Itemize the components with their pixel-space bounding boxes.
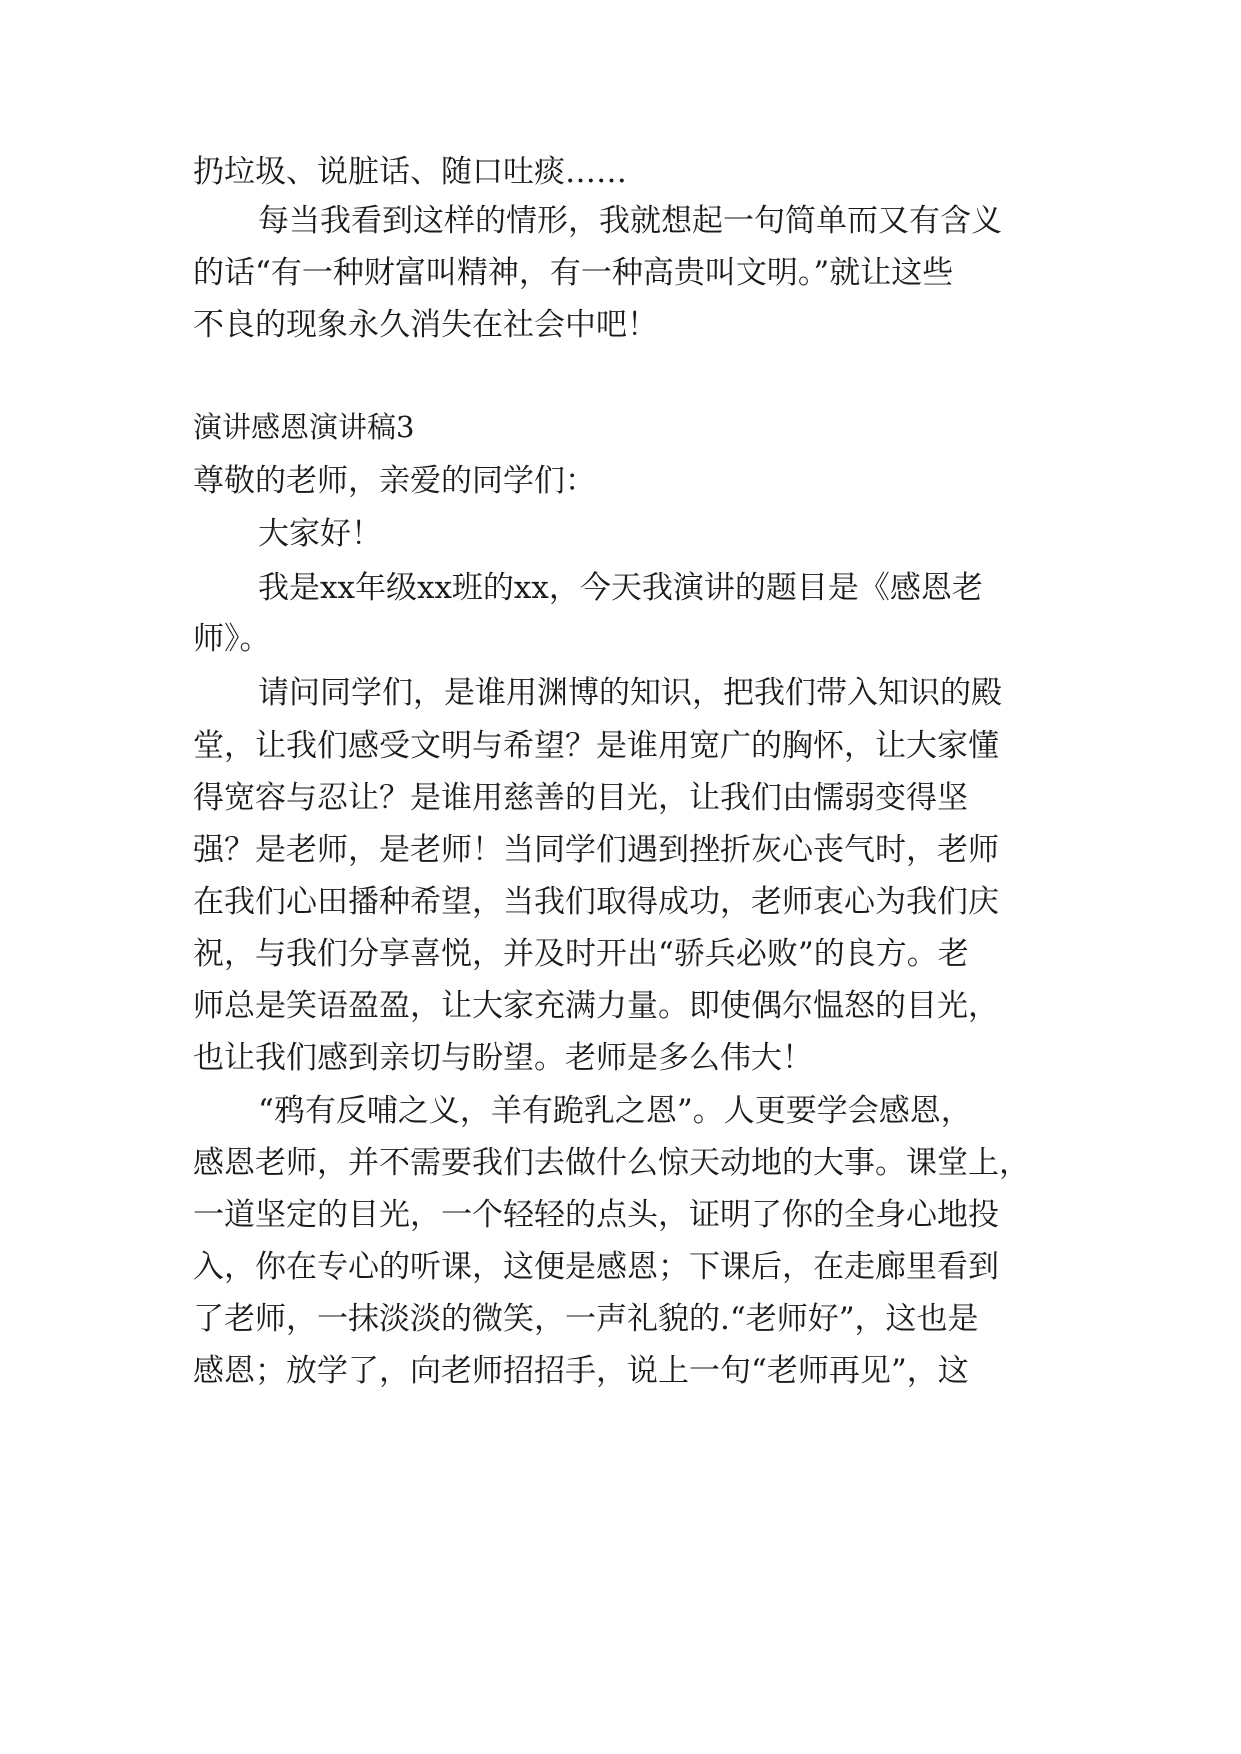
paragraph-line: 入，你在专心的听课，这便是感恩；下课后，在走廊里看到 <box>193 1249 999 1285</box>
paragraph-line: 的话“有一种财富叫精神，有一种高贵叫文明。”就让这些 <box>193 255 954 291</box>
paragraph-line: 祝，与我们分享喜悦，并及时开出“骄兵必败”的良方。老 <box>193 936 969 972</box>
paragraph-line: 我是xx年级xx班的xx，今天我演讲的题目是《感恩老 <box>258 570 983 606</box>
paragraph-line: 在我们心田播种希望，当我们取得成功，老师衷心为我们庆 <box>193 884 999 920</box>
paragraph-line: 感恩；放学了，向老师招招手，说上一句“老师再见”，这 <box>193 1353 969 1389</box>
paragraph-line: 得宽容与忍让？是谁用慈善的目光，让我们由懦弱变得坚 <box>193 780 968 816</box>
paragraph-line: 请问同学们，是谁用渊博的知识，把我们带入知识的殿 <box>258 675 1002 711</box>
paragraph-line: 了老师，一抹淡淡的微笑，一声礼貌的.“老师好”，这也是 <box>193 1301 979 1337</box>
paragraph-line: 堂，让我们感受文明与希望？是谁用宽广的胸怀，让大家懂 <box>193 728 999 764</box>
section-title: 演讲感恩演讲稿3 <box>193 410 415 444</box>
paragraph-line: 强？是老师，是老师！当同学们遇到挫折灰心丧气时，老师 <box>193 832 999 868</box>
paragraph-line: 不良的现象永久消失在社会中吧！ <box>193 307 658 343</box>
paragraph-line: 扔垃圾、说脏话、随口吐痰…… <box>193 154 627 190</box>
paragraph-line: 师》。 <box>193 621 271 657</box>
paragraph-line: 感恩老师，并不需要我们去做什么惊天动地的大事。课堂上， <box>193 1145 1030 1181</box>
paragraph-line: 每当我看到这样的情形，我就想起一句简单而又有含义 <box>258 203 1002 239</box>
paragraph-line: 也让我们感到亲切与盼望。老师是多么伟大！ <box>193 1040 813 1076</box>
salutation: 尊敬的老师，亲爱的同学们： <box>193 463 596 499</box>
greeting: 大家好！ <box>258 516 382 552</box>
paragraph-line: 一道坚定的目光，一个轻轻的点头，证明了你的全身心地投 <box>193 1197 999 1233</box>
paragraph-line: “鸦有反哺之义，羊有跪乳之恩”。人更要学会感恩， <box>258 1093 972 1129</box>
paragraph-line: 师总是笑语盈盈，让大家充满力量。即使偶尔愠怒的目光， <box>193 988 999 1024</box>
